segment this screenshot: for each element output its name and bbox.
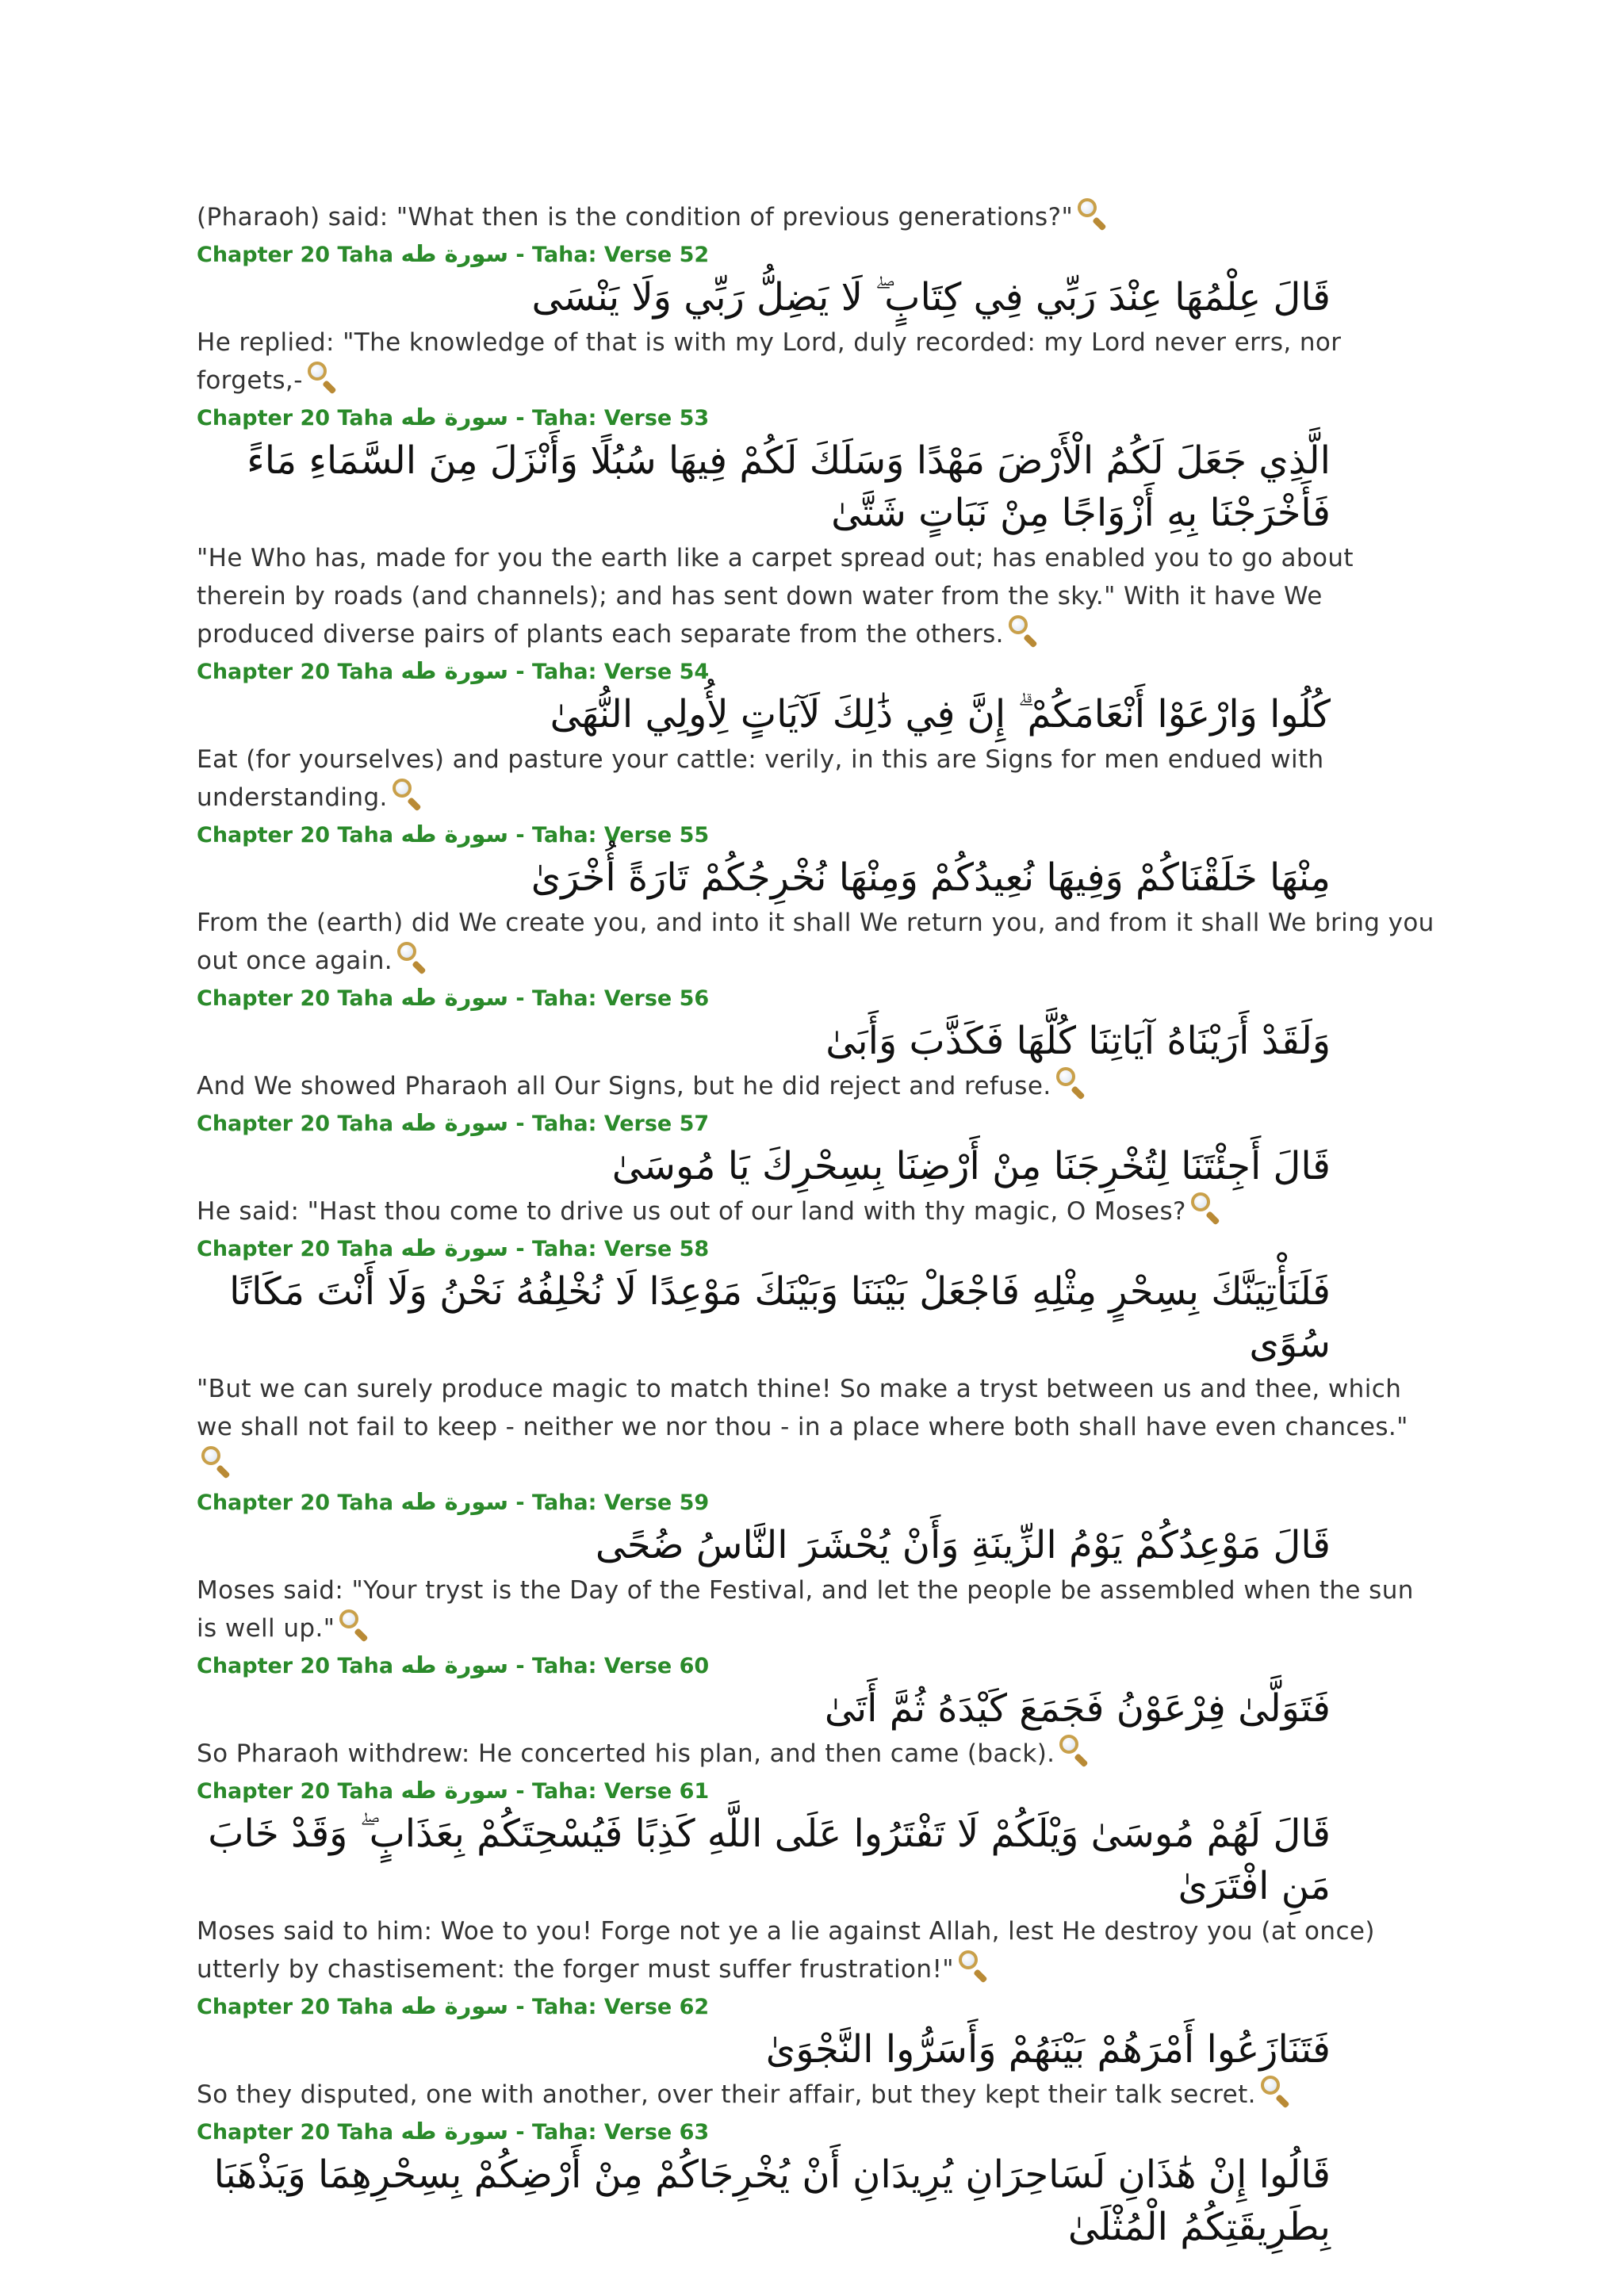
- verse-block: [197, 1232, 1434, 1484]
- chapter-label: Chapter 20 Taha: [197, 2120, 401, 2145]
- verse-heading[interactable]: [197, 1232, 1434, 1265]
- verse-translation: [197, 323, 1442, 400]
- magnifier-icon[interactable]: [1055, 1067, 1090, 1099]
- verse-label: - Taha: Verse 58: [508, 1237, 710, 1261]
- verse-heading[interactable]: [197, 1990, 1434, 2023]
- verse-heading[interactable]: [197, 2115, 1434, 2149]
- arabic-verse-text: قَالَ لَهُمْ مُوسَىٰ وَيْلَكُمْ لَا تَفْتَرُوا عَلَى اللَّهِ كَذِبًا فَيُسْحِتَكُمْ بِعَذَابٍ ۖ وَقَدْ خَابَ مَنِ افْتَرَىٰ: [208, 1812, 1331, 1908]
- verse-translation: [197, 1067, 1442, 1105]
- magnifier-icon[interactable]: [1058, 1735, 1093, 1766]
- verse-block: [197, 1990, 1434, 2114]
- verse-translation: [197, 1370, 1442, 1484]
- magnifier-icon[interactable]: [1189, 1192, 1224, 1224]
- verse-heading[interactable]: [197, 238, 1434, 271]
- chapter-label: Chapter 20 Taha: [197, 1237, 401, 1261]
- translation-text: Eat (for yourselves) and pasture your cattle: verily, in this are Signs for men endued with understanding.: [197, 745, 1324, 812]
- verse-label: - Taha: Verse 62: [508, 1995, 710, 2019]
- surah-arabic-name: سورة طه: [400, 2118, 509, 2145]
- translation-text: And We showed Pharaoh all Our Signs, but he did reject and refuse.: [197, 1072, 1051, 1100]
- magnifier-icon[interactable]: [1007, 615, 1042, 647]
- verse-heading[interactable]: [197, 1107, 1434, 1140]
- verse-translation: [197, 539, 1442, 653]
- translation-text: So they disputed, one with another, over their affair, but they kept their talk secret.: [197, 2080, 1256, 2109]
- verse-block: [197, 2115, 1434, 2253]
- verse-block: [197, 238, 1434, 400]
- translation-text: Moses said to him: Woe to you! Forge not ye a lie against Allah, lest He destroy you (at once) utterly by chastisement: the forger must suffer frustration!": [197, 1917, 1375, 1984]
- magnifier-icon[interactable]: [338, 1609, 373, 1641]
- verse-translation: [197, 1735, 1442, 1773]
- arabic-verse-text: فَتَنَازَعُوا أَمْرَهُمْ بَيْنَهُمْ وَأَسَرُّوا النَّجْوَىٰ: [765, 2027, 1331, 2072]
- intro-translation: [197, 198, 1434, 236]
- chapter-label: Chapter 20 Taha: [197, 1112, 401, 1136]
- chapter-label: Chapter 20 Taha: [197, 1654, 401, 1678]
- chapter-label: Chapter 20 Taha: [197, 1779, 401, 1804]
- verse-block: [197, 655, 1434, 817]
- magnifier-icon[interactable]: [957, 1950, 992, 1982]
- arabic-verse-text: قَالَ عِلْمُهَا عِنْدَ رَبِّي فِي كِتَابٍ ۖ لَا يَضِلُّ رَبِّي وَلَا يَنْسَى: [531, 275, 1331, 320]
- verse-label: - Taha: Verse 55: [508, 823, 710, 848]
- verse-heading[interactable]: [197, 1649, 1434, 1682]
- verse-block: [197, 401, 1434, 653]
- surah-arabic-name: سورة طه: [400, 984, 509, 1011]
- surah-arabic-name: سورة طه: [400, 1651, 509, 1678]
- translation-text: So Pharaoh withdrew: He concerted his plan, and then came (back).: [197, 1739, 1055, 1768]
- surah-arabic-name: سورة طه: [400, 404, 509, 430]
- translation-text: "But we can surely produce magic to match thine! So make a tryst between us and thee, which we shall not fail to keep - neither we nor thou - in a place where both shall have even chances.": [197, 1375, 1408, 1441]
- arabic-verse-text: وَلَقَدْ أَرَيْنَاهُ آيَاتِنَا كُلَّهَا فَكَذَّبَ وَأَبَىٰ: [825, 1019, 1331, 1063]
- verse-label: - Taha: Verse 60: [508, 1654, 710, 1678]
- verse-block: [197, 818, 1434, 980]
- surah-arabic-name: سورة طه: [400, 1992, 509, 2019]
- chapter-label: Chapter 20 Taha: [197, 986, 401, 1011]
- arabic-verse-text: قَالَ مَوْعِدُكُمْ يَوْمُ الزِّينَةِ وَأَنْ يُحْشَرَ النَّاسُ ضُحًى: [595, 1523, 1331, 1567]
- verse-heading[interactable]: [197, 1774, 1434, 1808]
- verse-translation: [197, 904, 1442, 980]
- verse-block: [197, 1649, 1434, 1773]
- chapter-label: Chapter 20 Taha: [197, 1490, 401, 1515]
- verse-translation: [197, 1571, 1442, 1647]
- verse-label: - Taha: Verse 52: [508, 243, 710, 267]
- arabic-verse-text: فَلَنَأْتِيَنَّكَ بِسِحْرٍ مِثْلِهِ فَاجْعَلْ بَيْنَنَا وَبَيْنَكَ مَوْعِدًا لَا نُخْلِفُهُ نَحْنُ وَلَا أَنْتَ مَكَانًا سُوًى: [229, 1269, 1331, 1366]
- verse-label: - Taha: Verse 56: [508, 986, 710, 1011]
- quran-page: [197, 198, 1434, 2253]
- magnifier-icon[interactable]: [396, 942, 431, 974]
- surah-arabic-name: سورة طه: [400, 1234, 509, 1261]
- intro-text: (Pharaoh) said: "What then is the condition of previous generations?": [197, 203, 1074, 232]
- arabic-verse-text: مِنْهَا خَلَقْنَاكُمْ وَفِيهَا نُعِيدُكُمْ وَمِنْهَا نُخْرِجُكُمْ تَارَةً أُخْرَىٰ: [530, 855, 1331, 900]
- verse-heading[interactable]: [197, 818, 1434, 851]
- chapter-label: Chapter 20 Taha: [197, 243, 401, 267]
- magnifier-icon[interactable]: [1076, 198, 1111, 230]
- verse-heading[interactable]: [197, 401, 1434, 434]
- translation-text: He said: "Hast thou come to drive us out of our land with thy magic, O Moses?: [197, 1197, 1186, 1226]
- chapter-label: Chapter 20 Taha: [197, 406, 401, 430]
- surah-arabic-name: سورة طه: [400, 821, 509, 848]
- translation-text: He replied: "The knowledge of that is with my Lord, duly recorded: my Lord never errs, nor forgets,-: [197, 328, 1342, 395]
- verse-heading[interactable]: [197, 982, 1434, 1015]
- verse-label: - Taha: Verse 63: [508, 2120, 710, 2145]
- surah-arabic-name: سورة طه: [400, 1777, 509, 1804]
- surah-arabic-name: سورة طه: [400, 240, 509, 267]
- arabic-verse-text: الَّذِي جَعَلَ لَكُمُ الْأَرْضَ مَهْدًا وَسَلَكَ لَكُمْ فِيهَا سُبُلًا وَأَنْزَلَ مِنَ السَّمَاءِ مَاءً فَأَخْرَجْنَا بِهِ أَزْوَاجًا مِنْ نَبَاتٍ شَتَّىٰ: [247, 438, 1331, 535]
- arabic-verse-text: قَالَ أَجِئْتَنَا لِتُخْرِجَنَا مِنْ أَرْضِنَا بِسِحْرِكَ يَا مُوسَىٰ: [611, 1144, 1331, 1188]
- chapter-label: Chapter 20 Taha: [197, 1995, 401, 2019]
- surah-arabic-name: سورة طه: [400, 657, 509, 684]
- verse-block: [197, 1107, 1434, 1230]
- translation-text: "He Who has, made for you the earth like a carpet spread out; has enabled you to go about therein by roads (and channels); and has sent down water from the sky." With it have We produced diverse pairs of plants each separate from the others.: [197, 544, 1354, 649]
- verse-label: - Taha: Verse 54: [508, 660, 710, 684]
- translation-text: Moses said: "Your tryst is the Day of the Festival, and let the people be assembled when the sun is well up.": [197, 1576, 1414, 1643]
- magnifier-icon[interactable]: [200, 1446, 235, 1478]
- arabic-verse-text: قَالُوا إِنْ هَٰذَانِ لَسَاحِرَانِ يُرِيدَانِ أَنْ يُخْرِجَاكُمْ مِنْ أَرْضِكُمْ بِسِحْرِهِمَا وَيَذْهَبَا بِطَرِيقَتِكُمُ الْمُثْلَىٰ: [213, 2152, 1331, 2249]
- verse-heading[interactable]: [197, 1486, 1434, 1519]
- surah-arabic-name: سورة طه: [400, 1109, 509, 1136]
- magnifier-icon[interactable]: [306, 362, 341, 393]
- verse-translation: [197, 2076, 1442, 2114]
- surah-arabic-name: سورة طه: [400, 1488, 509, 1515]
- translation-text: From the (earth) did We create you, and into it shall We return you, and from it shall We bring you out once again.: [197, 909, 1434, 975]
- verse-block: [197, 1486, 1434, 1647]
- arabic-verse-text: فَتَوَلَّىٰ فِرْعَوْنُ فَجَمَعَ كَيْدَهُ ثُمَّ أَتَىٰ: [824, 1686, 1331, 1731]
- arabic-verse-text: كُلُوا وَارْعَوْا أَنْعَامَكُمْ ۗ إِنَّ فِي ذَٰلِكَ لَآيَاتٍ لِأُولِي النُّهَىٰ: [550, 692, 1331, 737]
- chapter-label: Chapter 20 Taha: [197, 823, 401, 848]
- verse-label: - Taha: Verse 57: [508, 1112, 710, 1136]
- verse-translation: [197, 1912, 1442, 1988]
- magnifier-icon[interactable]: [1259, 2076, 1294, 2107]
- verse-label: - Taha: Verse 59: [508, 1490, 710, 1515]
- verse-translation: [197, 740, 1442, 817]
- verse-heading[interactable]: [197, 655, 1434, 688]
- verse-block: [197, 1774, 1434, 1988]
- verse-list: [197, 238, 1434, 2253]
- verse-label: - Taha: Verse 61: [508, 1779, 710, 1804]
- verse-translation: [197, 1192, 1442, 1230]
- chapter-label: Chapter 20 Taha: [197, 660, 401, 684]
- verse-block: [197, 982, 1434, 1105]
- magnifier-icon[interactable]: [391, 779, 426, 810]
- verse-label: - Taha: Verse 53: [508, 406, 710, 430]
